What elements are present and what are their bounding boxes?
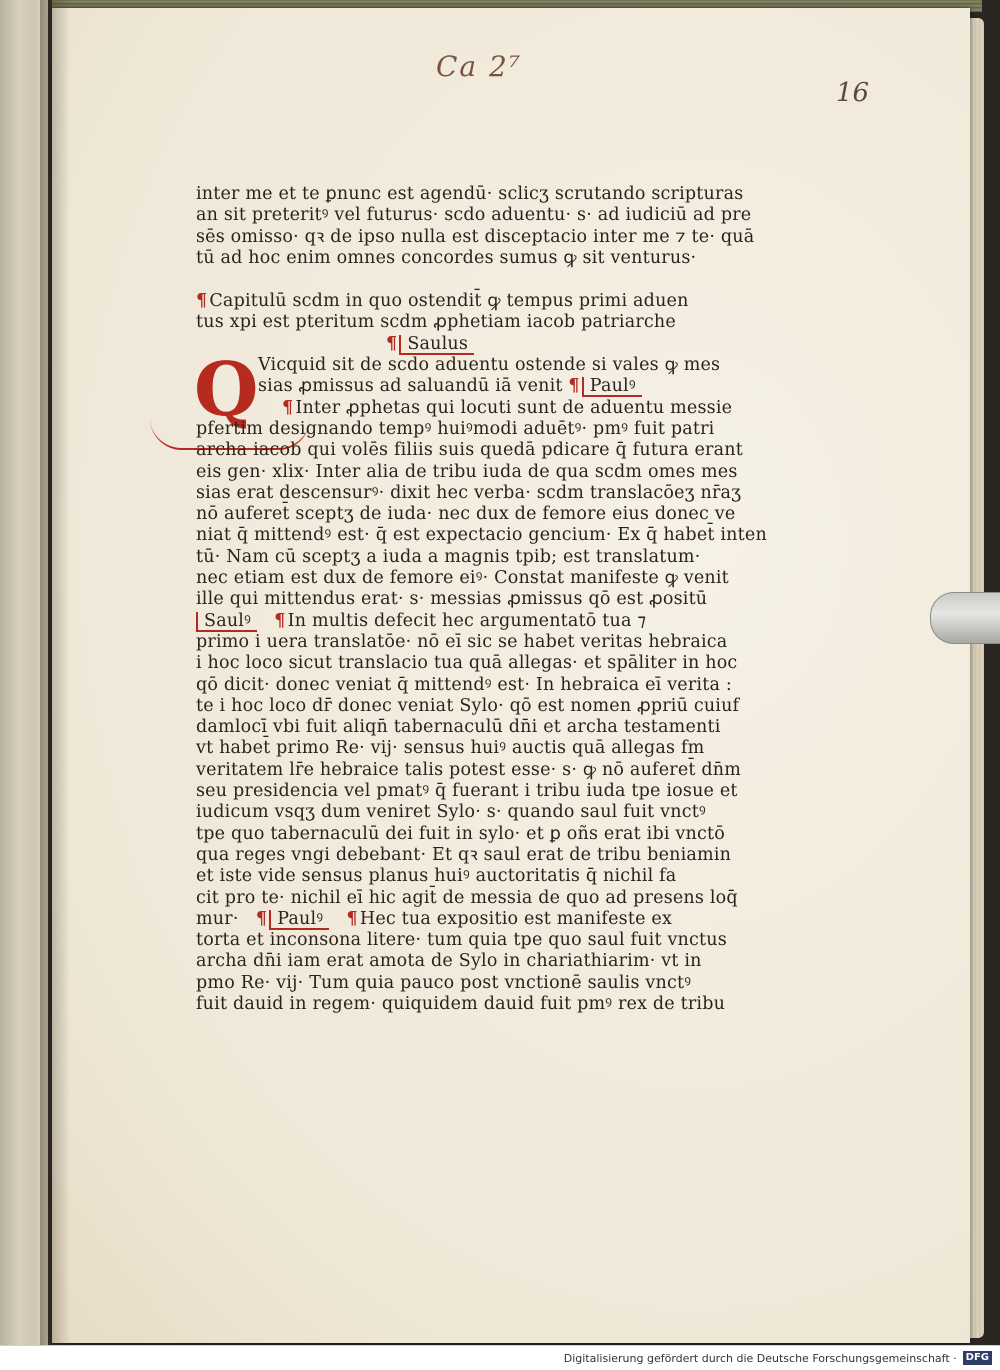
text-line: nec etiam est dux de femore eiꝰ· Constat manifeste ꝙ venit bbox=[196, 568, 729, 589]
speaker-label-paulus: Paulꝰ bbox=[269, 910, 329, 930]
text-line: Vicquid sit de scdo aduentu ostende si vales ꝙ mes bbox=[258, 355, 721, 376]
text-line: tū ad hoc enim omnes concordes sumus ꝙ sit venturus· bbox=[196, 247, 697, 268]
gutter-shadow bbox=[40, 0, 70, 1345]
text-line: sēs omisso· qꝛ de ipso nulla est disceptacio inter me ⁊ te· quā bbox=[196, 226, 755, 247]
chapter-heading-text: Capitulū scdm in quo ostendit̄ ꝙ tempus primi aduen bbox=[209, 291, 689, 312]
footer-bar bbox=[0, 1345, 1000, 1370]
chapter-heading bbox=[196, 291, 716, 312]
text-line: archa iacob qui volēs filiis suis quedā pdicare q̄ futura erant bbox=[196, 440, 743, 461]
text-line: sias erat descensurꝰ· dixit hec verba· scdm translacōeʒ nr̄aʒ bbox=[196, 482, 742, 503]
dfg-logo: DFG bbox=[963, 1351, 992, 1365]
text-line: pmo Re· vij· Tum quia pauco post vnctionē saulis vnctꝰ bbox=[196, 972, 692, 993]
pilcrow-icon: ¶ bbox=[196, 291, 208, 312]
speaker-label-paulus: Paulꝰ bbox=[582, 377, 642, 397]
speaker-label-saul: Saulꝰ bbox=[196, 612, 257, 632]
text-line: tū· Nam cū sceptʒ a iuda a magnis tpib; est translatum· bbox=[196, 546, 701, 567]
text-line bbox=[196, 397, 733, 419]
text-block bbox=[196, 184, 767, 1015]
pilcrow-icon: ¶ bbox=[282, 397, 294, 418]
text-line: primo i uera translatōe· nō eī sic se habet veritas hebraica bbox=[196, 631, 728, 652]
text-span: In multis defecit hec argumentatō tua ⁊ bbox=[287, 610, 647, 631]
funding-notice: Digitalisierung gefördert durch die Deutsche Forschungsgemeinschaft · bbox=[563, 1351, 957, 1365]
text-line: an sit preteritꝰ vel futurus· scdo aduentu· s· ad iudiciū ad pre bbox=[196, 205, 752, 226]
text-line: archa dn̄i iam erat amota de Sylo in chariathiarim· vt in bbox=[196, 951, 702, 972]
text-line: et iste vide sensus planus huiꝰ auctoritatis q̄ nichil fa bbox=[196, 866, 677, 887]
text-line: i hoc loco sicut translacio tua quā allegas· et spāliter in hoc bbox=[196, 653, 738, 674]
text-line: te i hoc loco dr̄ donec veniat Sylo· qō est nomen ꝓpriū cuiuf bbox=[196, 695, 740, 716]
text-line: inter me et te ꝑnunc est agendū· sclicʒ scrutando scripturas bbox=[196, 184, 744, 204]
pilcrow-icon: ¶ bbox=[274, 610, 286, 631]
text-line: ille qui mittendus erat· s· messias ꝓmissus qō est ꝓositū bbox=[196, 589, 708, 610]
paragraph-gap bbox=[196, 269, 716, 291]
text-line bbox=[196, 611, 716, 632]
text-line: seu presidencia vel pmatꝰ q̄ fuerant i tribu iuda tpe iosue et bbox=[196, 781, 738, 802]
text-line bbox=[196, 376, 716, 397]
chapter-heading: tus xpi est pteritum scdm ꝓphetiam iacob patriarche bbox=[196, 312, 676, 333]
speaker-label-saulus: Saulus bbox=[399, 335, 474, 355]
speaker-label-line bbox=[196, 334, 716, 355]
text-line: eis gen· xlix· Inter alia de tribu iuda de qua scdm omes mes bbox=[196, 461, 738, 482]
text-span: Inter ꝓphetas qui locuti sunt de aduentu messie bbox=[295, 397, 733, 418]
pilcrow-icon: ¶ bbox=[568, 376, 580, 397]
page-clip-holder bbox=[930, 592, 1000, 644]
chapter-annotation: Ca 2⁷ bbox=[436, 50, 523, 83]
folio-number: 16 bbox=[836, 78, 870, 108]
text-span: sias ꝓmissus ad saluandū iā venit bbox=[258, 376, 563, 397]
text-line: cit pro te· nichil eī hic agit̄ de messia de quo ad presens loq̄ bbox=[196, 887, 738, 908]
text-line bbox=[196, 909, 716, 930]
pilcrow-icon: ¶ bbox=[346, 908, 358, 929]
text-line: damlocī vbi fuit aliqn̄ tabernaculū dn̄i et archa testamenti bbox=[196, 717, 721, 738]
text-line: pfertim designando tempꝰ huiꝰmodi aduētꝰ· pmꝰ fuit patri bbox=[196, 418, 715, 439]
text-line: qō dicit· donec veniat q̄ mittendꝰ est· In hebraica eī verita : bbox=[196, 674, 732, 695]
text-line: vt habet̄ primo Re· vij· sensus huiꝰ auctis quā allegas fm bbox=[196, 738, 705, 759]
text-line: tpe quo tabernaculū dei fuit in sylo· et ꝑ oñs erat ibi vnctō bbox=[196, 823, 725, 844]
text-line: fuit dauid in regem· quiquidem dauid fuit pmꝰ rex de tribu bbox=[196, 993, 726, 1014]
text-span: Hec tua expositio est manifeste ex bbox=[359, 908, 673, 929]
pilcrow-icon: ¶ bbox=[255, 908, 268, 929]
pilcrow-icon: ¶ bbox=[386, 333, 398, 354]
text-line: torta et inconsona litere· tum quia tpe quo saul fuit vnctus bbox=[196, 930, 727, 951]
text-span: mur· bbox=[196, 908, 239, 929]
text-line: qua reges vngi debebant· Et qꝛ saul erat de tribu beniamin bbox=[196, 844, 732, 865]
text-line: veritatem lr̄e hebraice talis potest esse· s· ꝙ nō auferet̄ dn̄m bbox=[196, 759, 742, 780]
text-line: niat q̄ mittendꝰ est· q̄ est expectacio gencium· Ex q̄ habet̄ inten bbox=[196, 525, 767, 546]
text-line: iudicum vsqʒ dum veniret Sylo· s· quando saul fuit vnctꝰ bbox=[196, 802, 706, 823]
decorated-initial: Q bbox=[194, 347, 259, 433]
text-line: nō auferet̄ sceptʒ de iuda· nec dux de femore eius donec ve bbox=[196, 504, 736, 525]
